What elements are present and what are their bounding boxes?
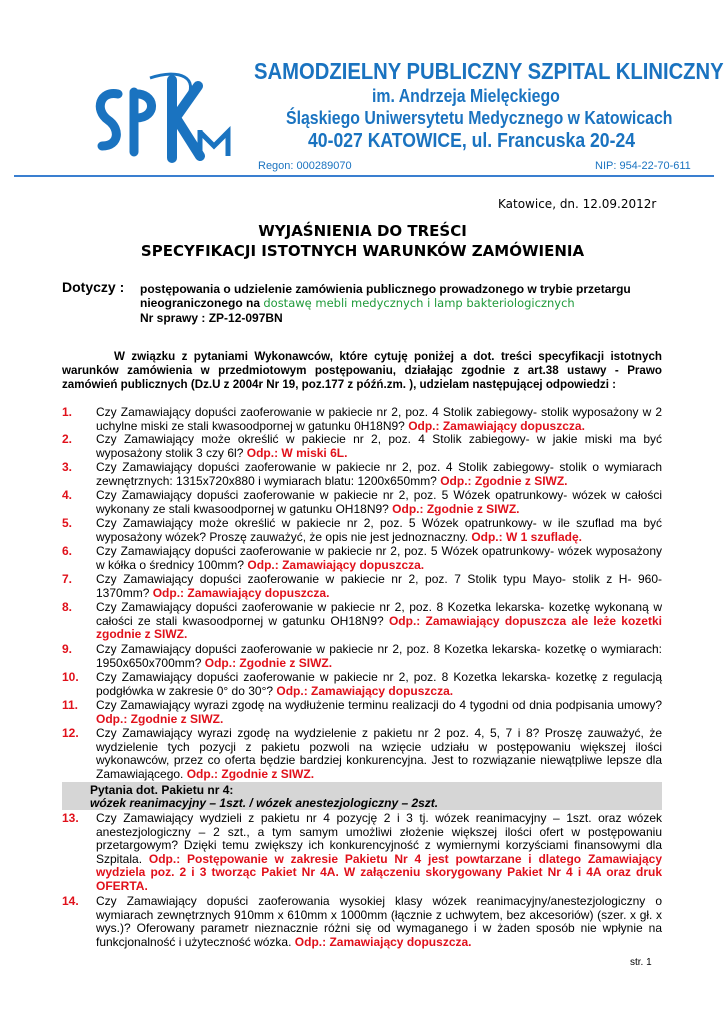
question-number: 4. [62, 488, 73, 502]
question-item [62, 643, 662, 670]
org-line-3: Śląskiego Uniwersytetu Medycznego w Katowicach [286, 108, 673, 128]
question-text: Czy Zamawiający dopuści zaoferowanie w pakiecie nr 2, poz. 7 Stolik typu Mayo- stolik z H- 960-1370mm? [96, 572, 662, 600]
question-number: 7. [62, 572, 73, 586]
answer-text: Odp.: Zgodnie z SIWZ. [204, 655, 333, 670]
section-header [62, 782, 662, 810]
concerns-subject: dostawę mebli medycznych i lamp bakteriologicznych [263, 296, 575, 310]
header-divider [14, 175, 714, 177]
answer-text: Odp.: Zamawiający dopuszcza. [408, 418, 585, 433]
question-item [62, 573, 662, 600]
question-number: 11. [62, 698, 79, 712]
document-date: Katowice, dn. 12.09.2012r [498, 197, 657, 211]
answer-text: Odp.: Zamawiający dopuszcza. [247, 557, 425, 572]
question-item [62, 433, 662, 460]
question-text: Czy Zamawiający dopuści zaoferowania wysokiej klasy wózek reanimacyjny/anestezjologiczny o wymiarach zewnętrznych 910mm x 610mm x 1000mm (łącznie z uchwytem, bez akcesoriów) (szer. x gł. x wys.)? Oferowany parametr nieznacznie różni się od wymaganego i w żaden sposób nie wpłynie na funkcjonalność i użyteczność wózka. [96, 894, 662, 949]
page-number: str. 1 [630, 957, 652, 968]
concerns-label: Dotyczy : [62, 279, 125, 295]
question-text: Czy Zamawiający dopuści zaoferowanie w pakiecie nr 2, poz. 8 Kozetka lekarska- kozetkę z regulacją podgłówka w zakresie 0° do 30°? [96, 670, 662, 698]
question-text: Czy Zamawiający dopuści zaoferowanie w pakiecie nr 2, poz. 4 Stolik zabiegowy- stolik wyposażony w 2 uchylne miski ze stali kwasoodpornej w gatunku 0H18N9? [96, 405, 662, 433]
question-number: 14. [62, 894, 79, 908]
question-number: 6. [62, 544, 73, 558]
regon: Regon: 000289070 [258, 160, 352, 172]
question-item [62, 545, 662, 572]
question-text: Czy Zamawiający może określić w pakiecie nr 2, poz. 4 Stolik zabiegowy- w jakie miski ma być wyposażony stolik 3 czy 6l? [96, 432, 662, 460]
question-number: 2. [62, 432, 73, 446]
answer-text: Odp.: Zgodnie z SIWZ. [186, 766, 315, 781]
title-line-1: WYJAŚNIENIA DO TREŚCI [258, 222, 467, 240]
question-item [62, 812, 662, 894]
question-item [62, 517, 662, 544]
concerns-line-2a: nieograniczonego na [140, 296, 261, 310]
question-text: Czy Zamawiający może określić w pakiecie nr 2, poz. 5 Wózek opatrunkowy- w ile szuflad ma być wyposażony wózek? Proszę zauważyć, że opis nie jest jednoznaczny. [96, 516, 662, 544]
section-subtitle: wózek reanimacyjny – 1szt. / wózek anestezjologiczny – 2szt. [90, 796, 439, 810]
question-number: 1. [62, 405, 73, 419]
question-text: Czy Zamawiający dopuści zaoferowanie w pakiecie nr 2, poz. 8 Kozetka lekarska- kozetkę wykonaną w całości ze stali kwasoodpornej w gatunku OH18N9? [96, 600, 662, 628]
question-item [62, 461, 662, 488]
question-text: Czy Zamawiający wyrazi zgodę na wydłużenie terminu realizacji do 4 tygodni od dnia podpisania umowy? [96, 698, 662, 712]
logo-graphic [90, 72, 240, 164]
answer-text: Odp.: Zgodnie z SIWZ. [392, 501, 520, 516]
question-number: 8. [62, 600, 73, 614]
question-text: Czy Zamawiający wydzieli z pakietu nr 4 pozycję 2 i 3 tj. wózek reanimacyjny – 1szt. oraz wózek anestezjologiczny – 2 szt., a tym samym umożliwi złożenie większej ilości ofert w postępowaniu przetargowym? Dzięki temu zwiększy ich konkurencyjność z wymiernymi korzyściami finansowymi dla Szpitala. [96, 811, 662, 866]
question-item [62, 489, 662, 516]
question-item [62, 406, 662, 433]
question-number: 13. [62, 811, 79, 825]
answer-text: Odp.: W miski 6L. [246, 445, 348, 460]
logo [90, 72, 240, 164]
answer-text: Odp.: Zgodnie z SIWZ. [440, 473, 568, 488]
org-line-2: im. Andrzeja Mielęckiego [372, 86, 560, 106]
question-text: Czy Zamawiający dopuści zaoferowanie w pakiecie nr 2, poz. 4 Stolik zabiegowy- stolik o wymiarach zewnętrznych: 1315x720x880 i wymiarach blatu: 1200x650mm? [96, 460, 662, 488]
question-item [62, 895, 662, 949]
case-number: Nr sprawy : ZP-12-097BN [140, 311, 283, 325]
question-number: 3. [62, 460, 73, 474]
question-item [62, 671, 662, 698]
nip: NIP: 954-22-70-611 [595, 160, 691, 172]
question-text: Czy Zamawiający dopuści zaoferowanie w pakiecie nr 2, poz. 5 Wózek opatrunkowy- wózek wyposażony w kółka o średnicy 100mm? [96, 544, 662, 572]
question-number: 10. [62, 670, 79, 684]
answer-text: Odp.: Postępowanie w zakresie Pakietu Nr 4 jest powtarzane i dlatego Zamawiający wydziela poz. 2 i 3 tworząc Pakiet Nr 4A. W załączeniu skorygowany Pakiet Nr 4 i 4A oraz druk OFERTA. [96, 851, 662, 893]
question-item [62, 601, 662, 642]
title-line-2: SPECYFIKACJI ISTOTNYCH WARUNKÓW ZAMÓWIENIA [140, 242, 585, 260]
concerns-line-1: postępowania o udzielenie zamówienia publicznego prowadzonego w trybie przetargu [140, 282, 631, 296]
answer-text: Odp.: Zamawiający dopuszcza. [152, 585, 330, 600]
question-number: 5. [62, 516, 73, 530]
question-number: 12. [62, 726, 79, 740]
answer-text: Odp.: W 1 szufladę. [471, 529, 582, 544]
org-line-1: SAMODZIELNY PUBLICZNY SZPITAL KLINICZNY [254, 58, 724, 84]
org-line-4: 40-027 KATOWICE, ul. Francuska 20-24 [308, 130, 636, 152]
question-text: Czy Zamawiający dopuści zaoferowanie w pakiecie nr 2, poz. 5 Wózek opatrunkowy- wózek w całości wykonany ze stali kwasoodpornej w gatunku OH18N9? [96, 488, 662, 516]
question-number: 9. [62, 642, 73, 656]
answer-text: Odp.: Zamawiający dopuszcza. [294, 934, 472, 949]
section-title: Pytania dot. Pakietu nr 4: [90, 783, 234, 797]
question-item [62, 727, 662, 781]
question-text: Czy Zamawiający dopuści zaoferowanie w pakiecie nr 2, poz. 8 Kozetka lekarska- kozetkę o wymiarach: 1950x650x700mm? [96, 642, 662, 670]
answer-text: Odp.: Zamawiający dopuszcza ale leże kozetki zgodnie z SIWZ. [96, 613, 662, 642]
concerns-line-2 [140, 296, 575, 310]
intro-paragraph: W związku z pytaniami Wykonawców, które cytuję poniżej a dot. treści specyfikacji istotnych warunków zamówienia w przedmiotowym postępowaniu, działając zgodnie z art.38 ustawy - Prawo zamówień publicznych (Dz.U z 2004r Nr 19, poz.177 z późń.zm. ), udzielam następującej odpowiedzi : [62, 350, 662, 391]
answer-text: Odp.: Zgodnie z SIWZ. [96, 711, 224, 726]
question-item [62, 699, 662, 726]
answer-text: Odp.: Zamawiający dopuszcza. [276, 683, 454, 698]
question-text: Czy Zamawiający wyrazi zgodę na wydzielenie z pakietu nr 2 poz. 4, 5, 7 i 8? Proszę zauważyć, że wydzielenie tych pozycji z pakietu pozwoli na wzięcie udziału w postępowaniu większej ilości wykonawców, przez co oferta będzie bardziej konkurencyjna. Jest to rozwiązanie niewątpliwe lepsze dla Zamawiającego. [96, 726, 662, 781]
